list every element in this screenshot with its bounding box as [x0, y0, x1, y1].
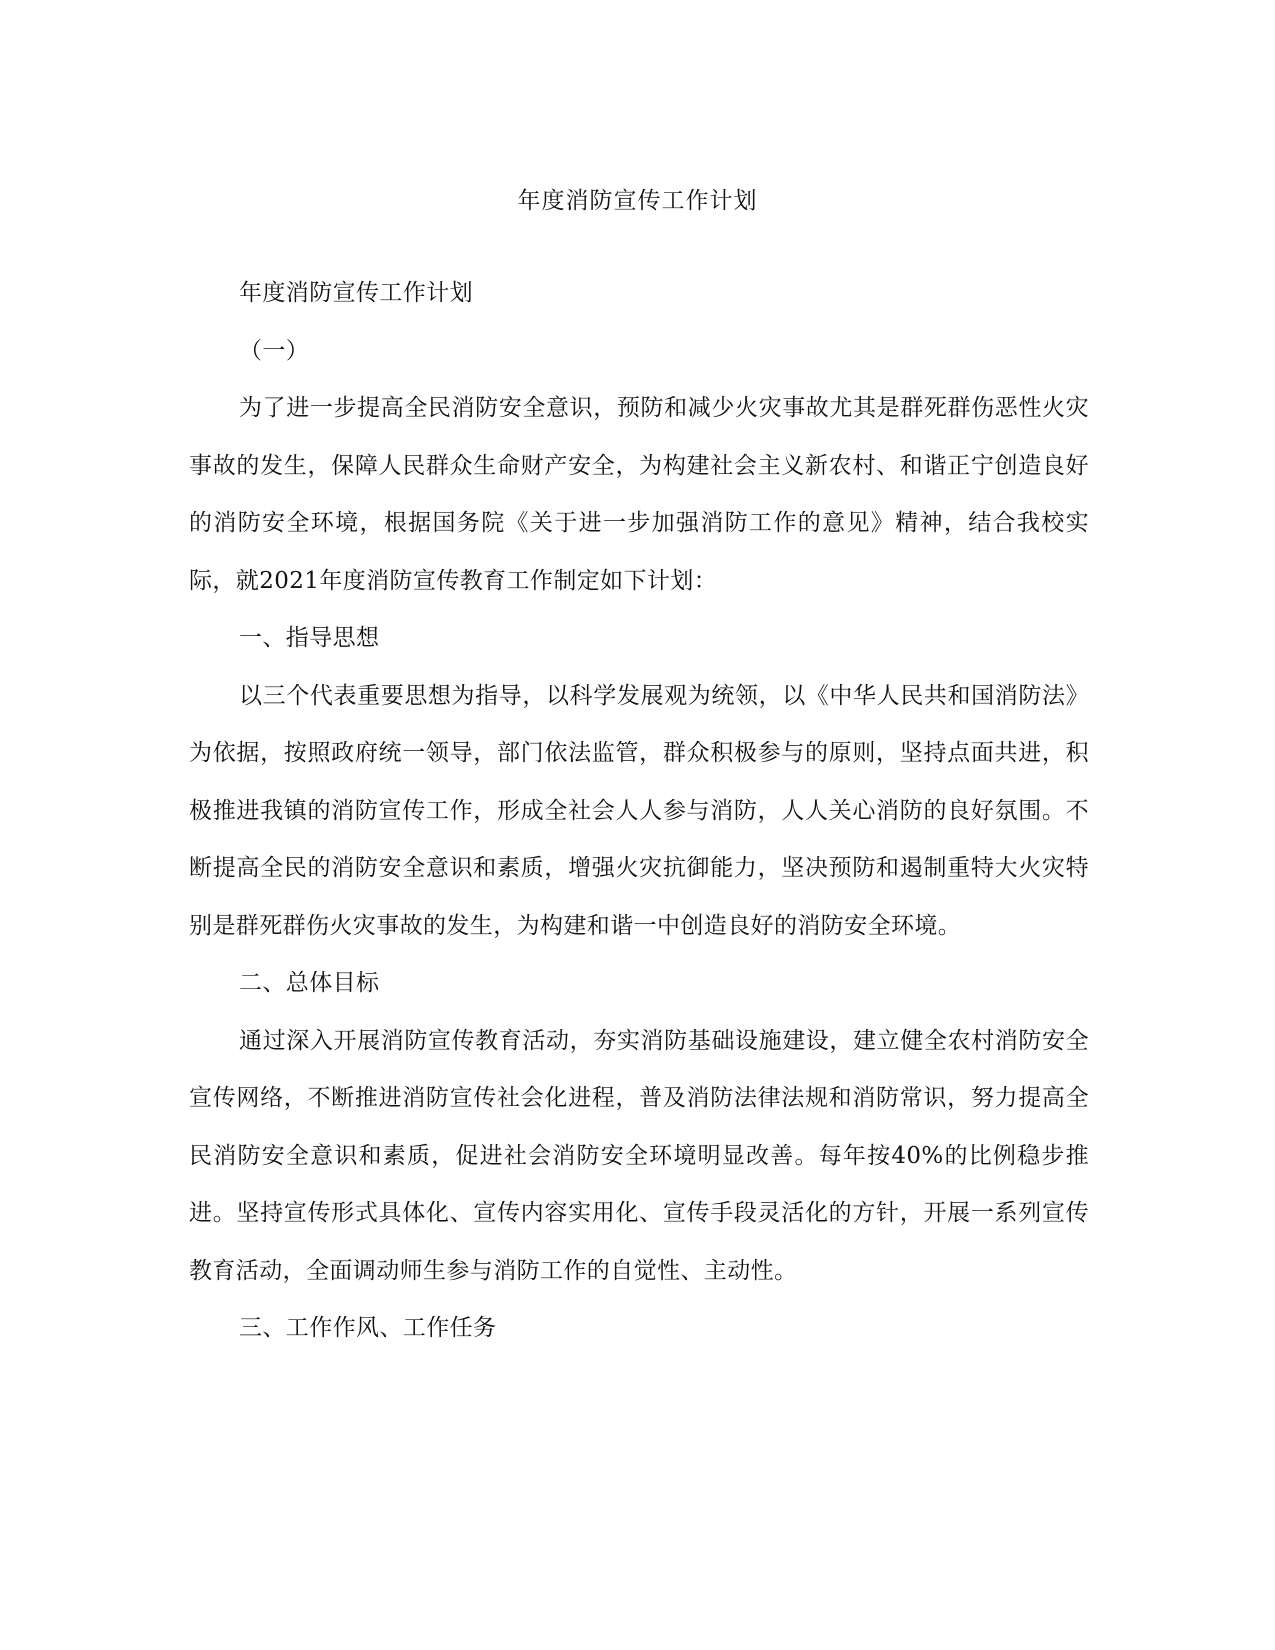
section-heading-guiding-thought: 一、指导思想 — [239, 625, 380, 651]
subtitle-paragraph: 年度消防宣传工作计划 — [239, 280, 473, 306]
section-heading-work-tasks: 三、工作作风、工作任务 — [239, 1315, 497, 1341]
section-marker: （一） — [239, 337, 310, 364]
overall-goal-paragraph: 通过深入开展消防宣传教育活动，夯实消防基础设施建设，建立健全农村消防安全宣传网络，不断推进消防宣传社会化进程，普及消防法律法规和消防常识，努力提高全民消防安全意识和素质，促进社会消防安全环境明显改善。每年按40%的比例稳步推进。坚持宣传形式具体化、宣传内容实用化、宣传手段灵活化的方针，开展一系列宣传教育活动，全面调动师生参与消防工作的自觉性、主动性。 — [189, 1027, 1089, 1284]
document-body — [189, 265, 1089, 1358]
guiding-thought-paragraph: 以三个代表重要思想为指导，以科学发展观为统领，以《中华人民共和国消防法》为依据，按照政府统一领导，部门依法监管，群众积极参与的原则，坚持点面共进，积极推进我镇的消防宣传工作，形成全社会人人参与消防，人人关心消防的良好氛围。不断提高全民的消防安全意识和素质，增强火灾抗御能力，坚决预防和遏制重特大火灾特别是群死群伤火灾事故的发生，为构建和谐一中创造良好的消防安全环境。 — [189, 682, 1089, 939]
section-heading-overall-goal: 二、总体目标 — [239, 970, 380, 996]
intro-paragraph: 为了进一步提高全民消防安全意识，预防和减少火灾事故尤其是群死群伤恶性火灾事故的发生，保障人民群众生命财产安全，为构建社会主义新农村、和谐正宁创造良好的消防安全环境，根据国务院《关于进一步加强消防工作的意见》精神，结合我校实际，就2021年度消防宣传教育工作制定如下计划： — [189, 395, 1089, 594]
document-title: 年度消防宣传工作计划 — [517, 188, 758, 214]
